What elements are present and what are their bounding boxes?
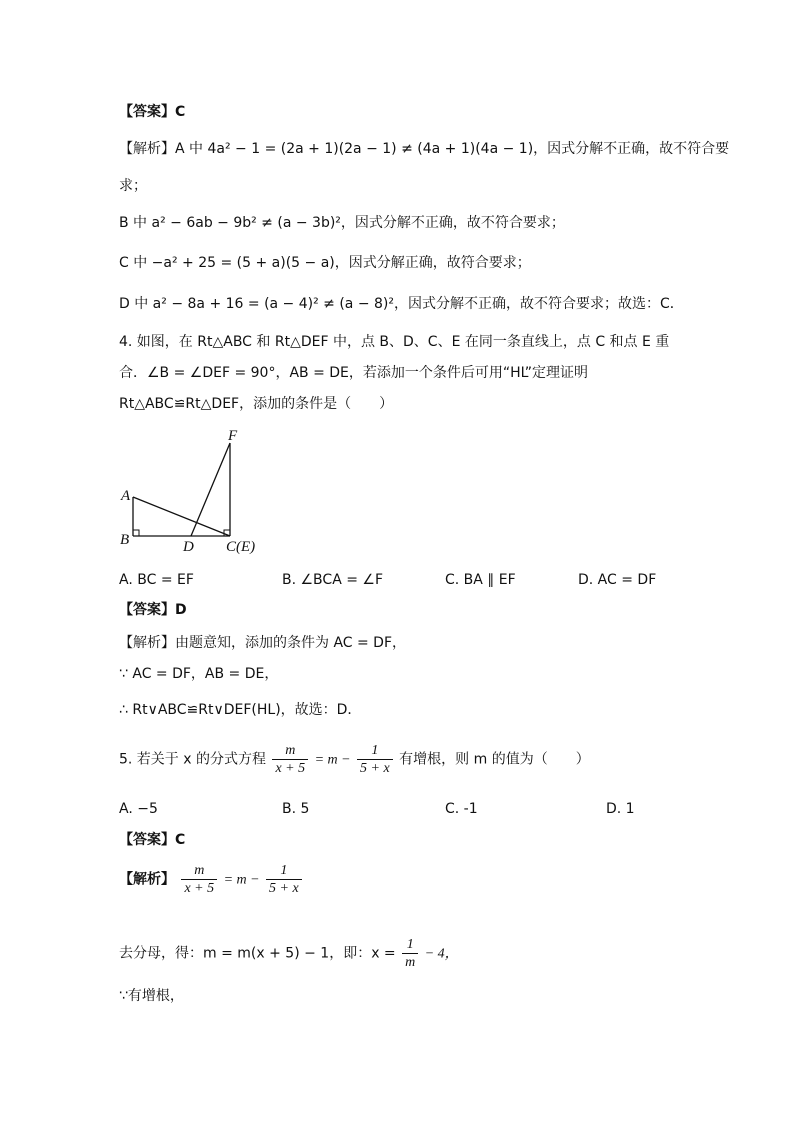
q4-option-c: C. BA ∥ EF — [445, 572, 516, 588]
label-b: B — [120, 532, 130, 548]
q5-fraction-2-denominator: 5 + x — [360, 761, 390, 776]
explanation-q4-line2: ∵ AC = DF，AB = DE， — [119, 666, 279, 682]
question-4-line3: Rt△ABC≌Rt△DEF，添加的条件是（ ） — [119, 396, 394, 412]
answer-q3: 【答案】C — [119, 104, 186, 120]
explanation-q3-line5: D 中 a² − 8a + 16 = (a − 4)² ≠ (a − 8)²，因式分解不正确，故不符合要求；故选：C． — [119, 296, 684, 312]
right-angle-b — [133, 530, 139, 536]
exp5-fraction-2 — [266, 862, 302, 897]
label-ce: C(E) — [226, 539, 256, 555]
q5-option-a: A. −5 — [119, 801, 158, 817]
q5-option-d: D. 1 — [606, 801, 635, 817]
explanation-q3-line3: B 中 a² − 6ab − 9b² ≠ (a − 3b)²，因式分解不正确，故不符合要求； — [119, 215, 565, 231]
q4-option-b: B. ∠BCA = ∠F — [282, 572, 384, 588]
explanation-q5-label: 【解析】 — [119, 871, 175, 888]
exp5-step-fraction — [402, 936, 418, 971]
explanation-q4-line1: 【解析】由题意知，添加的条件为 AC = DF， — [119, 635, 407, 651]
question-5 — [119, 742, 590, 777]
q4-option-a: A. BC = EF — [119, 572, 194, 588]
q5-suffix: 有增根，则 m 的值为（ ） — [399, 751, 590, 768]
answer-q5: 【答案】C — [119, 832, 186, 848]
q5-fraction-2 — [357, 742, 393, 777]
q5-prefix: 5. 若关于 x 的分式方程 — [119, 751, 266, 768]
explanation-q5-line1 — [119, 862, 304, 897]
triangle-figure — [115, 425, 275, 560]
answer-q4: 【答案】D — [119, 602, 187, 618]
q5-middle: = m − — [314, 752, 351, 768]
q5-fraction-1-denominator: x + 5 — [275, 761, 306, 776]
question-4-line2: 合．∠B = ∠DEF = 90°，AB = DE，若添加一个条件后可用“HL”定理证明 — [119, 365, 589, 381]
exp5-step-prefix: 去分母，得：m = m(x + 5) − 1，即：x = — [119, 945, 396, 962]
label-d: D — [183, 539, 194, 555]
q5-option-b: B. 5 — [282, 801, 310, 817]
q5-fraction-1-numerator: m — [272, 742, 308, 760]
explanation-q5-line3: ∵有增根， — [119, 988, 184, 1004]
label-f: F — [228, 428, 238, 444]
segment-df — [191, 443, 230, 536]
explanation-q5-line2 — [119, 936, 459, 971]
exp5-step-fraction-numerator: 1 — [402, 936, 418, 954]
exp5-step-fraction-denominator: m — [405, 955, 416, 970]
q5-option-c: C. -1 — [445, 801, 478, 817]
explanation-q3-line4: C 中 −a² + 25 = (5 + a)(5 − a)，因式分解正确，故符合要求； — [119, 255, 531, 271]
question-4-line1: 4. 如图，在 Rt△ABC 和 Rt△DEF 中，点 B、D、C、E 在同一条直线上，点 C 和点 E 重 — [119, 334, 670, 350]
exp5-fraction-2-numerator: 1 — [266, 862, 302, 880]
explanation-q4-line3: ∴ Rt∨ABC≌Rt∨DEF(HL)，故选：D． — [119, 702, 362, 718]
exp5-fraction-1-numerator: m — [181, 862, 217, 880]
exp5-step-suffix: − 4， — [424, 946, 459, 962]
label-a: A — [121, 488, 131, 504]
exp5-middle: = m − — [223, 872, 260, 888]
segment-ac — [133, 497, 230, 536]
q5-fraction-1 — [272, 742, 308, 777]
exp5-fraction-2-denominator: 5 + x — [269, 881, 299, 896]
q5-fraction-2-numerator: 1 — [357, 742, 393, 760]
exp5-fraction-1-denominator: x + 5 — [184, 881, 215, 896]
exp5-fraction-1 — [181, 862, 217, 897]
q4-option-d: D. AC = DF — [578, 572, 657, 588]
explanation-q3-line1: 【解析】A 中 4a² − 1 = (2a + 1)(2a − 1) ≠ (4a + 1)(4a − 1)，因式分解不正确，故不符合要 — [119, 141, 730, 157]
explanation-q3-line2: 求； — [119, 178, 147, 194]
